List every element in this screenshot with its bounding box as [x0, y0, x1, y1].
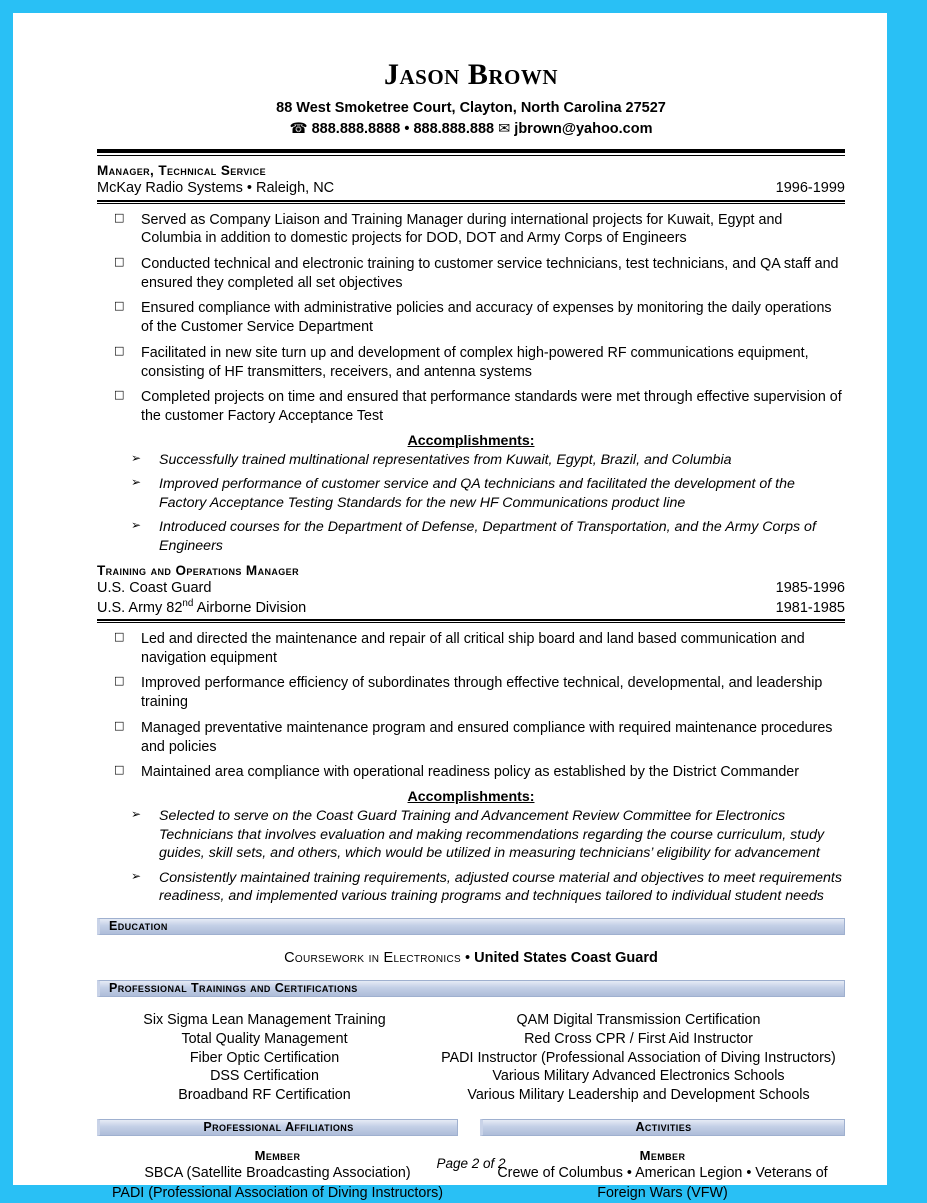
list-item: ➢ Selected to serve on the Coast Guard Training and Advancement Review Committee for Electronics Technicians that involves evaluation and making recommendations regarding the course curriculum, study guides, skill sets, and others, which would be utilized in measuring technicians’ eligibility for advancement	[97, 807, 845, 863]
affiliations-member-label: Member	[254, 1148, 301, 1164]
email-address: jbrown@yahoo.com	[514, 120, 653, 137]
job-entry	[97, 162, 845, 556]
education-coursework: Coursework in Electronics	[284, 950, 461, 967]
list-item: Foreign Wars (VFW)	[597, 1185, 728, 1202]
job-bullet-list	[97, 630, 845, 782]
job-organization	[97, 599, 306, 618]
org-ordinal-suffix: nd	[182, 597, 194, 609]
job-organization: McKay Radio Systems • Raleigh, NC	[97, 180, 335, 197]
list-item: ➢ Successfully trained multinational representatives from Kuwait, Egypt, Brazil, and Columbia	[97, 451, 845, 470]
header-divider	[97, 149, 845, 156]
org-prefix: U.S. Army 82	[97, 599, 183, 616]
section-header-education	[97, 918, 845, 935]
list-item: Crewe of Columbus • American Legion • Veterans of	[497, 1165, 828, 1182]
list-item: □ Facilitated in new site turn up and development of complex high-powered RF communications equipment, consisting of HF transmitters, receivers, and antenna systems	[97, 344, 845, 381]
section-header-activities	[480, 1119, 845, 1136]
list-item: ➢ Introduced courses for the Department of Defense, Department of Transportation, and the Army Corps of Engineers	[97, 518, 845, 555]
contact-separator: •	[404, 120, 410, 137]
section-label: Education	[109, 919, 168, 934]
list-item: □ Maintained area compliance with operational readiness policy as established by the District Commander	[97, 763, 845, 782]
list-item: □ Improved performance efficiency of subordinates through effective technical, developmental, and leadership training	[97, 674, 845, 711]
list-item: ➢ Consistently maintained training requirements, adjusted course material and objectives to meet requirements readiness, and implemented various training programs and techniques tailored to individual student needs	[97, 869, 845, 906]
accomplishments-list	[97, 807, 845, 906]
list-item: Broadband RF Certification	[178, 1087, 351, 1104]
section-label: Professional Trainings and Certifications	[109, 981, 358, 996]
section-header-certifications	[97, 980, 845, 997]
list-item: Various Military Leadership and Development Schools	[467, 1087, 810, 1104]
job-title: Manager, Technical Service	[97, 162, 266, 178]
page-title: Jason Brown	[383, 58, 559, 91]
telephone-icon: ☎	[289, 120, 308, 137]
list-item: PADI (Professional Association of Diving Instructors)	[111, 1185, 444, 1202]
activities-member-label: Member	[639, 1148, 686, 1164]
resume-page	[13, 13, 887, 1202]
education-institution: United States Coast Guard	[474, 950, 658, 967]
accomplishments-list	[97, 451, 845, 556]
list-item: Fiber Optic Certification	[189, 1049, 340, 1066]
envelope-icon: ✉	[498, 120, 511, 137]
certifications-columns	[97, 1011, 845, 1105]
list-item: SBCA (Satellite Broadcasting Association)	[144, 1165, 411, 1182]
section-label: Activities	[635, 1120, 692, 1135]
education-entry	[97, 949, 845, 968]
contact-line	[97, 119, 845, 140]
job-entry	[97, 562, 845, 906]
page-footer: Page 2 of 2	[436, 1156, 506, 1171]
list-item: PADI Instructor (Professional Association of Diving Instructors)	[441, 1049, 836, 1066]
job-org-line	[97, 179, 845, 198]
job-dates: 1996-1999	[775, 180, 845, 197]
list-item: □ Conducted technical and electronic training to customer service technicians, test technicians, and QA staff and ensured they completed all set objectives	[97, 255, 845, 292]
accomplishments-heading: Accomplishments:	[407, 432, 535, 449]
resume-content	[97, 13, 845, 1202]
job-divider	[97, 619, 845, 623]
list-item: Red Cross CPR / First Aid Instructor	[524, 1030, 753, 1047]
list-item: □ Served as Company Liaison and Training Manager during international projects for Kuwait, Egypt and Columbia in addition to domestic projects for DOD, DOT and Army Corps of Engineers	[97, 211, 845, 248]
phone-primary: 888.888.8888	[311, 120, 401, 137]
list-item: QAM Digital Transmission Certification	[516, 1011, 761, 1028]
list-item: □ Managed preventative maintenance program and ensured compliance with required maintenance procedures and policies	[97, 719, 845, 756]
phone-secondary: 888.888.888	[413, 120, 495, 137]
education-separator: •	[460, 950, 475, 967]
list-item: □ Completed projects on time and ensured that performance standards were met through effective supervision of the customer Factory Acceptance Test	[97, 388, 845, 425]
list-item: Six Sigma Lean Management Training	[143, 1011, 386, 1028]
job-organization: U.S. Coast Guard	[97, 580, 212, 597]
job-dates: 1981-1985	[775, 599, 845, 616]
certifications-right-column	[432, 1011, 845, 1105]
job-org-line	[97, 599, 845, 618]
job-org-line	[97, 579, 845, 598]
list-item: □ Led and directed the maintenance and repair of all critical ship board and land based communication and navigation equipment	[97, 630, 845, 667]
list-item: DSS Certification	[210, 1068, 319, 1085]
list-item: Total Quality Management	[181, 1030, 348, 1047]
list-item: ➢ Improved performance of customer service and QA technicians and facilitated the development of the Factory Acceptance Testing Standards for the new HF Communications product line	[97, 475, 845, 512]
job-title: Training and Operations Manager	[97, 562, 299, 578]
job-dates: 1985-1996	[775, 580, 845, 597]
list-item: Various Military Advanced Electronics Schools	[492, 1068, 785, 1085]
org-suffix: Airborne Division	[193, 599, 307, 616]
address-line: 88 West Smoketree Court, Clayton, North Carolina 27527	[276, 99, 666, 116]
section-label: Professional Affiliations	[203, 1120, 354, 1135]
list-item: □ Ensured compliance with administrative policies and accuracy of expenses by monitoring the daily operations of the Customer Service Department	[97, 299, 845, 336]
accomplishments-heading: Accomplishments:	[407, 789, 535, 806]
certifications-left-column	[97, 1011, 432, 1105]
job-divider	[97, 200, 845, 204]
section-header-affiliations	[97, 1119, 458, 1136]
job-bullet-list	[97, 211, 845, 426]
